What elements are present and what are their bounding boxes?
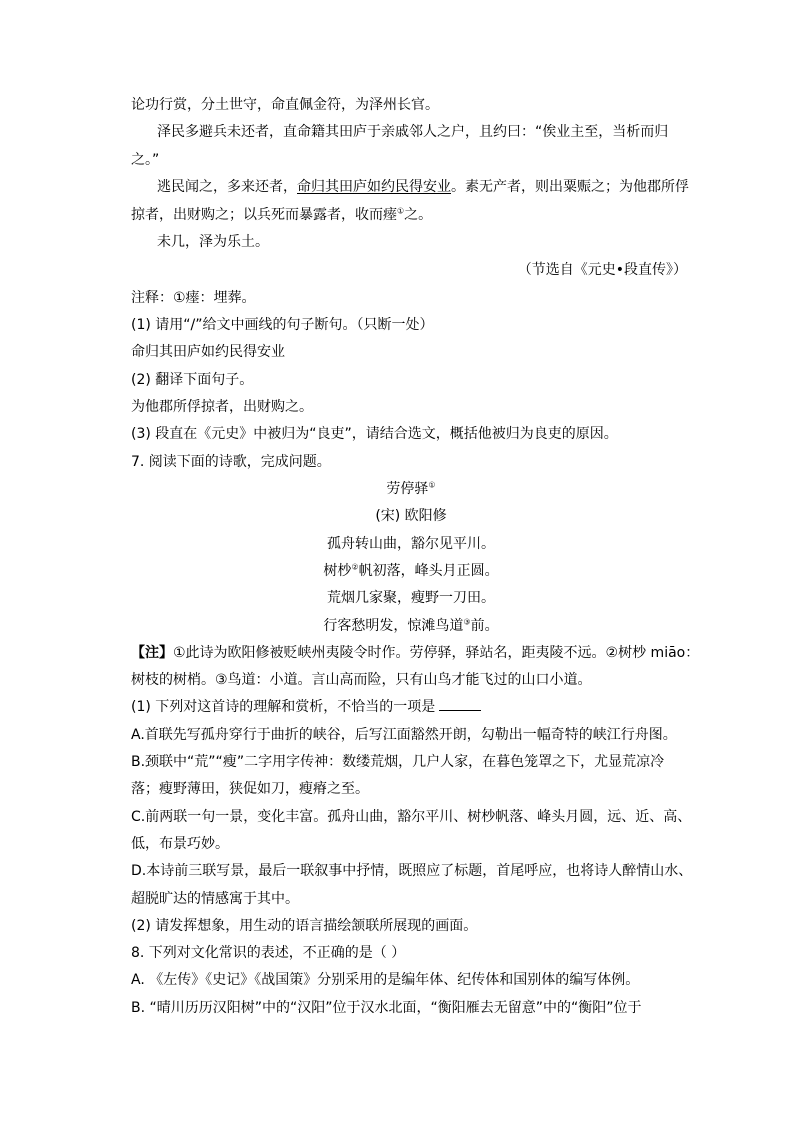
poem-verse bbox=[131, 617, 691, 635]
footnote-marker: ① bbox=[428, 480, 436, 490]
option-a: A.首联先写孤舟穿行于曲折的峡谷，后写江面豁然开朗，勾勒出一幅奇特的峡江行舟图。 bbox=[131, 727, 677, 743]
question-item: (2) 请发挥想象，用生动的语言描绘颔联所展现的画面。 bbox=[131, 918, 478, 934]
poem-note: 树枝的树梢。③鸟道：小道。言山高而险，只有山鸟才能飞过的山口小道。 bbox=[131, 672, 592, 688]
passage-line: 泽民多避兵未还者，直命籍其田庐于亲戚邻人之户，且约曰：“俟业主至，当析而归 bbox=[157, 124, 669, 140]
question-text: 命归其田庐如约民得安业 bbox=[131, 344, 285, 360]
option-d-cont: 超脱旷达的情感寓于其中。 bbox=[131, 891, 299, 907]
passage-text: 掠者，出财购之；以兵死而暴露者，收而瘗 bbox=[131, 207, 397, 223]
poem-author: (宋) 欧阳修 bbox=[375, 508, 447, 524]
passage-source: （节选自《元史•段直传》） bbox=[517, 262, 687, 278]
passage-text: 。素无产者，则出粟赈之；为他郡所俘 bbox=[451, 179, 689, 195]
option-d: D.本诗前三联写景，最后一联叙事中抒情，既照应了标题，首尾呼应，也将诗人醉情山水、 bbox=[131, 863, 693, 879]
question-item: (2) 翻译下面句子。 bbox=[131, 372, 254, 388]
verse-text: 行客愁明发，惊滩鸟道 bbox=[323, 618, 464, 634]
passage-line bbox=[157, 178, 717, 196]
question-item: (1) 请用“/”给文中画线的句子断句。（只断一处） bbox=[131, 317, 434, 333]
passage-line: 论功行赏，分土世守，命直佩金符，为泽州长官。 bbox=[131, 97, 439, 113]
passage-text: 之。 bbox=[404, 207, 433, 223]
verse-text: 树杪 bbox=[323, 563, 352, 579]
annotation-note: 注释：①瘗：埋葬。 bbox=[131, 290, 256, 306]
note-text: ①此诗为欧阳修被贬峡州夷陵令时作。劳停驿，驿站名，距夷陵不远。②树杪 miāo： bbox=[173, 645, 700, 661]
option-c-cont: 低，布景巧妙。 bbox=[131, 836, 229, 852]
question-item bbox=[131, 698, 691, 716]
poem-verse bbox=[131, 562, 691, 580]
passage-text: 逃民闻之，多来还者， bbox=[157, 179, 297, 195]
question-stem: 7. 阅读下面的诗歌，完成问题。 bbox=[131, 454, 331, 470]
poem-note bbox=[131, 644, 700, 662]
footnote-marker: ② bbox=[351, 562, 359, 572]
answer-blank bbox=[439, 698, 481, 711]
question-text: 为他郡所俘掠者，出财购之。 bbox=[131, 399, 313, 415]
poem-verse: 孤舟转山曲，豁尔见平川。 bbox=[327, 536, 495, 552]
option-b: B. “晴川历历汉阳树”中的“汉阳”位于汉水北面，“衡阳雁去无留意”中的“衡阳”位于 bbox=[131, 1000, 642, 1016]
verse-text: 帆初落，峰头月正圆。 bbox=[358, 563, 499, 579]
option-b: B.颈联中“荒”“瘦”二字用字传神：数缕荒烟，几户人家，在暮色笼罩之下，尤显荒凉冷 bbox=[131, 754, 665, 770]
passage-line bbox=[131, 206, 691, 224]
underlined-sentence: 命归其田庐如约民得安业 bbox=[297, 179, 451, 195]
footnote-marker: ③ bbox=[463, 617, 471, 627]
question-text: (1) 下列对这首诗的理解和赏析，不恰当的一项是 bbox=[131, 699, 436, 715]
option-b-cont: 落；瘦野薄田，狭促如刀，瘦瘠之至。 bbox=[131, 781, 369, 797]
option-c: C.前两联一句一景，变化丰富。孤舟山曲，豁尔平川、树杪帆落、峰头月圆，远、近、高、 bbox=[131, 809, 692, 825]
poem-title bbox=[131, 480, 691, 498]
poem-title-text: 劳停驿 bbox=[386, 481, 429, 497]
poem-verse: 荒烟几家聚，瘦野一刀田。 bbox=[327, 590, 495, 606]
question-item: (3) 段直在《元史》中被归为“良吏”，请结合选文，概括他被归为良吏的原因。 bbox=[131, 426, 618, 442]
verse-text: 前。 bbox=[470, 618, 499, 634]
passage-line: 未几，泽为乐土。 bbox=[157, 234, 269, 250]
note-tag: 【注】 bbox=[131, 645, 173, 661]
passage-line: 之。” bbox=[131, 152, 160, 168]
option-a: A. 《左传》《史记》《战国策》分别采用的是编年体、纪传体和国别体的编写体例。 bbox=[131, 972, 640, 988]
question-stem: 8. 下列对文化常识的表述，不正确的是（ ） bbox=[131, 945, 406, 961]
footnote-marker: ① bbox=[397, 206, 405, 216]
